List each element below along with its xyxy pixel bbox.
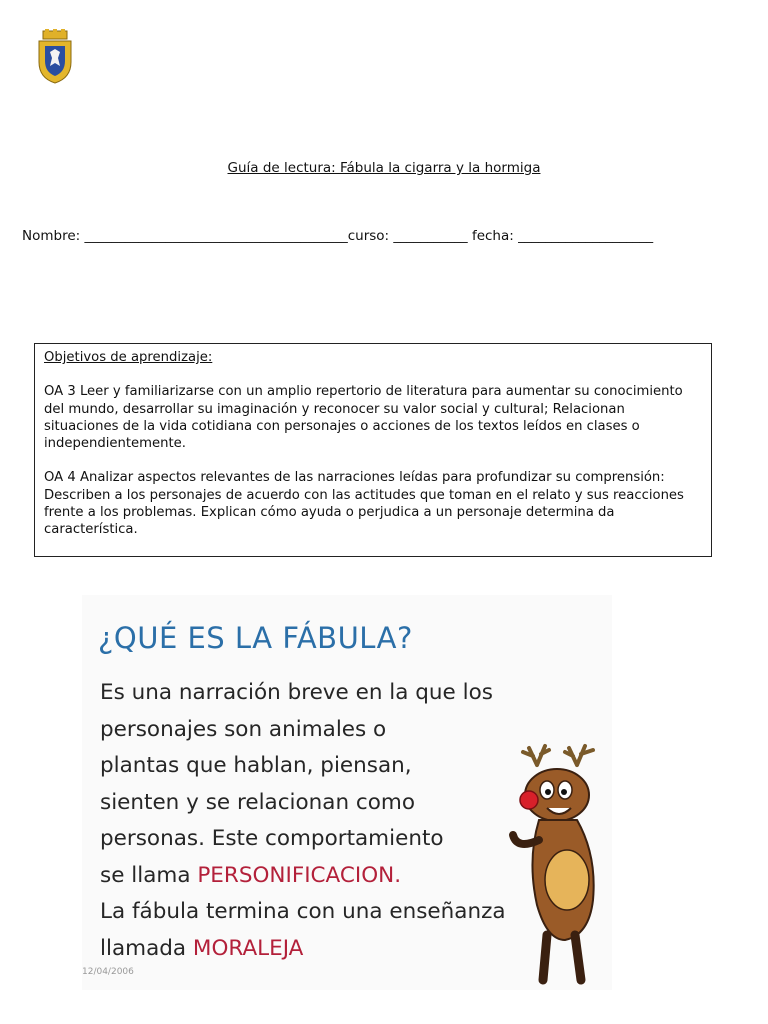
- nombre-blank[interactable]: _______________________________________: [84, 228, 348, 244]
- fable-line: La fábula termina con una enseñanza: [100, 899, 506, 924]
- personificacion-highlight: PERSONIFICACION.: [197, 862, 402, 888]
- fable-line: Es una narración breve en la que los: [100, 680, 493, 705]
- municipal-crest-icon: [36, 28, 74, 84]
- objective-oa4: OA 4 Analizar aspectos relevantes de las narraciones leídas para profundizar su comprensión: Describen a los personajes de acuerdo con las actitudes que toman en el relato y sus reacciones frente a los problemas. Explican cómo ayuda o perjudica a un personaje determina da característica.: [44, 470, 684, 538]
- fable-question: ¿QUÉ ES LA FÁBULA?: [98, 621, 413, 655]
- fecha-blank[interactable]: ____________________: [518, 228, 654, 244]
- fable-line-text: se llama: [100, 862, 198, 888]
- nombre-label: Nombre:: [22, 228, 81, 244]
- curso-blank[interactable]: ___________: [393, 228, 468, 244]
- student-info-fields: [22, 228, 752, 244]
- fable-line: personas. Este comportamiento: [100, 826, 444, 851]
- moraleja-highlight: MORALEJA: [192, 935, 304, 961]
- curso-label: curso:: [347, 228, 390, 244]
- page-title: Guía de lectura: Fábula la cigarra y la hormiga: [227, 160, 541, 176]
- fable-definition-image: [82, 595, 612, 990]
- fable-line-text: llamada: [100, 935, 193, 961]
- fable-line: sienten y se relacionan como: [100, 789, 415, 815]
- reindeer-icon: [507, 740, 612, 990]
- objectives-heading: Objetivos de aprendizaje:: [44, 350, 213, 365]
- objectives-box: [34, 343, 712, 557]
- fable-line: personajes son animales o: [100, 716, 387, 742]
- image-date: 12/04/2006: [82, 967, 134, 977]
- fable-line: plantas que hablan, piensan,: [100, 753, 412, 778]
- fecha-label: fecha:: [471, 228, 514, 244]
- objective-oa3: OA 3 Leer y familiarizarse con un amplio repertorio de literatura para aumentar su conocimiento del mundo, desarrollar su imaginación y reconocer su valor social y cultural; Relacionan situaciones de la vida cotidiana con personajes o acciones de los textos leídos en clases o independientemente.: [44, 384, 683, 452]
